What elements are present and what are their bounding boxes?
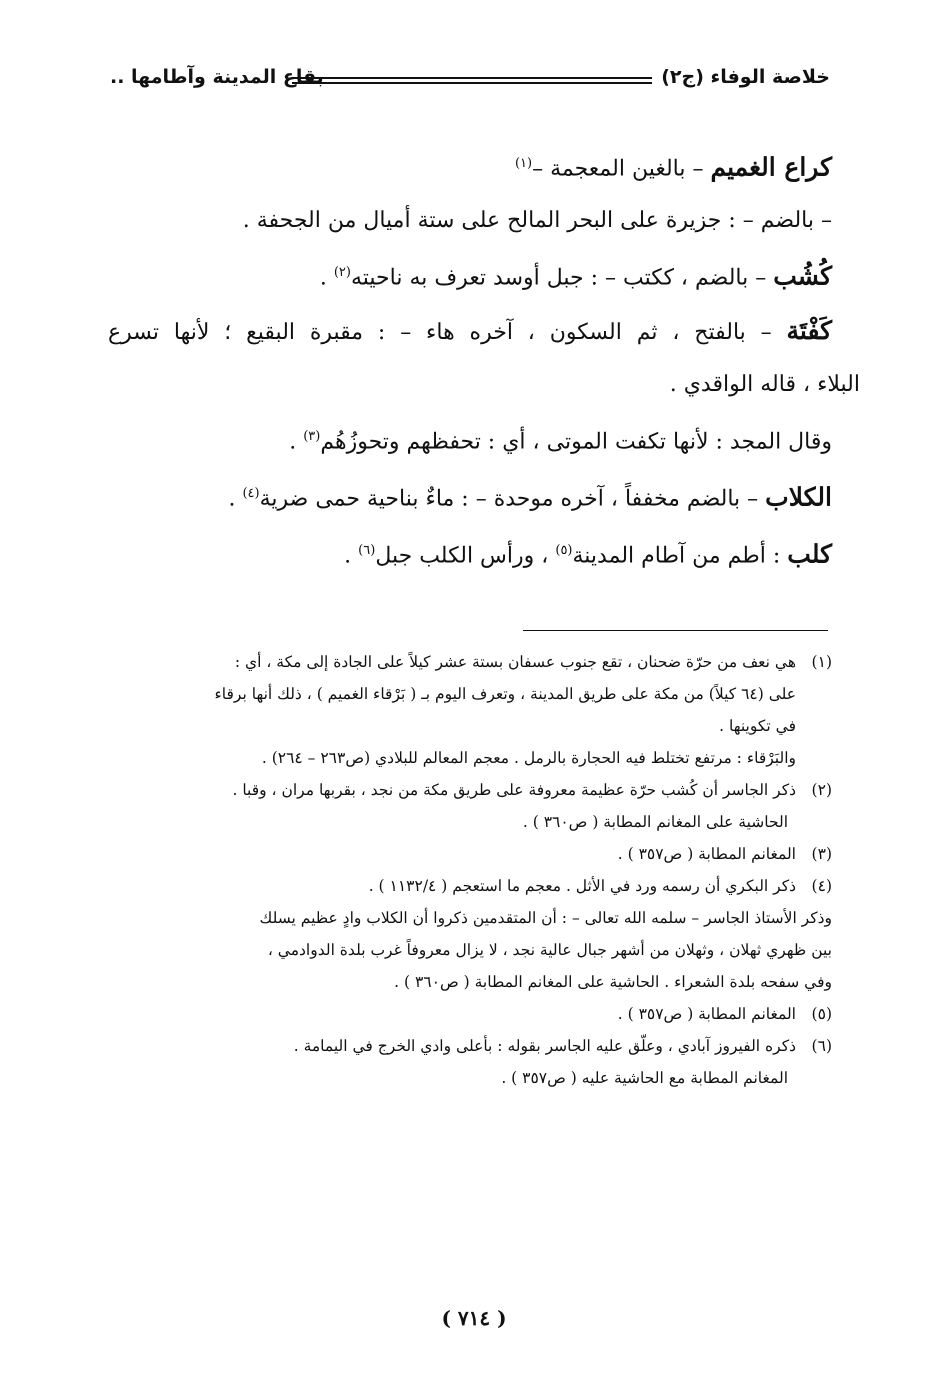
footnote-2 — [106, 774, 832, 838]
footnote-line: ذكره الفيروز آبادي ، وعلّق عليه الجاسر بقوله : بأعلى وادي الخرج في اليمامة . — [293, 1037, 796, 1055]
footnotes — [106, 646, 832, 1094]
footnote-line: وفي سفحه بلدة الشعراء . الحاشية على المغانم المطابة ( ص٣٦٠ ) . — [394, 973, 832, 991]
footnote-ref: (٣) — [303, 428, 321, 444]
footnote-4 — [106, 870, 832, 998]
entry-heading: كراع الغميم — [710, 152, 832, 182]
entry-line — [108, 195, 832, 247]
entry-kafta — [108, 305, 832, 359]
entry-kalb — [108, 525, 832, 582]
footnote-line: المغانم المطابة ( ص٣٥٧ ) . — [617, 1005, 796, 1023]
main-text — [108, 138, 860, 583]
entry-text: – بالفتح ، ثم السكون ، آخره هاء – : مقبرة البقيع ؛ لأنها تسرع — [108, 319, 787, 345]
entry-tail: . — [319, 265, 334, 291]
entry-text: البلاء ، قاله الواقدي . — [669, 371, 860, 397]
footnote-line: هي نعف من حرّة ضحنان ، تقع جنوب عسفان بستة عشر كيلاً على الجادة إلى مكة ، أي : — [234, 653, 796, 671]
entry-heading: كَفْتَة — [786, 315, 832, 345]
footnote-line: ذكر البكري أن رسمه ورد في الأثل . معجم ما استعجم ( ١١٣٢/٤ ) . — [368, 877, 796, 895]
entry-text: – بالضم ، ككتب – : جبل أوسد تعرف به ناحيته — [350, 265, 774, 291]
entry-kura-al-ghamim — [108, 138, 832, 195]
footnote-number: (٤) — [811, 877, 832, 895]
footnote-ref: (١) — [514, 156, 533, 171]
footnote-3 — [106, 838, 832, 870]
header-subtitle: بقاع المدينة وآطامها .. — [110, 66, 324, 88]
footnote-ref: (٥) — [555, 543, 573, 559]
footnote-number: (٥) — [811, 1005, 832, 1023]
entry-tail: . — [344, 543, 359, 569]
header-rule — [292, 77, 652, 84]
footnote-1 — [106, 646, 832, 774]
entry-text: : أطم من آطام المدينة — [572, 543, 788, 569]
header-title: خلاصة الوفاء (ج٢) — [661, 66, 830, 88]
footnote-number: (٢) — [811, 781, 832, 799]
entry-text: ، ورأس الكلب جبل — [375, 543, 556, 569]
page-number: ( ٧١٤ ) — [441, 1306, 507, 1330]
footnote-number: (٦) — [811, 1037, 832, 1055]
entry-text: – بالغين المعجمة – — [532, 156, 711, 182]
footnote-line: الحاشية على المغانم المطابة ( ص٣٦٠ ) . — [522, 813, 788, 831]
footnote-6 — [106, 1030, 832, 1094]
footnote-line: على (٦٤ كيلاً) من مكة على طريق المدينة ، وتعرف اليوم بـ ( بَرْقاء الغميم ) ، ذلك أنها برقاء — [214, 685, 796, 703]
entry-tail: . — [289, 428, 304, 454]
footnote-number: (١) — [811, 653, 832, 671]
footnote-line: بين ظهري ثهلان ، وثهلان من أشهر جبال عالية نجد ، لا يزال معروفاً غرب بلدة الدوادمي ، — [267, 941, 832, 959]
entry-heading: كُشُب — [773, 261, 832, 291]
footnote-ref: (٦) — [358, 543, 376, 559]
footnote-line: المغانم المطابة مع الحاشية عليه ( ص٣٥٧ ) . — [501, 1069, 788, 1087]
footnote-number: (٣) — [811, 845, 832, 863]
entry-line — [108, 359, 860, 411]
entry-text: – بالضم – : جزيرة على البحر المالح على ستة أميال من الجحفة . — [242, 208, 832, 234]
entry-text: وقال المجد : لأنها تكفت الموتى ، أي : تحفظهم وتحوزُهُم — [320, 428, 832, 454]
entry-al-kilab — [108, 468, 832, 525]
footnote-line: وذكر الأستاذ الجاسر – سلمه الله تعالى – : أن المتقدمين ذكروا أن الكلاب وادٍ عظيم يسلك — [259, 909, 832, 927]
footnote-5 — [106, 998, 832, 1030]
footnote-line: في تكوينها . — [719, 717, 796, 735]
footnote-line: والبَرْقاء : مرتفع تختلط فيه الحجارة بالرمل . معجم المعالم للبلادي (ص٢٦٣ – ٢٦٤) . — [261, 749, 796, 767]
footnote-line: المغانم المطابة ( ص٣٥٧ ) . — [617, 845, 796, 863]
footnote-ref: (٤) — [242, 485, 260, 501]
entry-line — [108, 411, 832, 468]
entry-kushub — [108, 247, 832, 304]
footnote-line: ذكر الجاسر أن كُشب حرّة عظيمة معروفة على طريق مكة من نجد ، بقربها مران ، وقبا . — [232, 781, 796, 799]
footnote-ref: (٢) — [333, 265, 351, 281]
running-header — [110, 64, 830, 98]
entry-heading: الكلاب — [765, 482, 832, 512]
entry-tail: . — [228, 486, 243, 512]
entry-heading: كلب — [787, 539, 832, 569]
entry-text: – بالضم مخففاً ، آخره موحدة – : ماءٌ بناحية حمى ضرية — [259, 486, 766, 512]
footnote-separator — [523, 630, 828, 631]
